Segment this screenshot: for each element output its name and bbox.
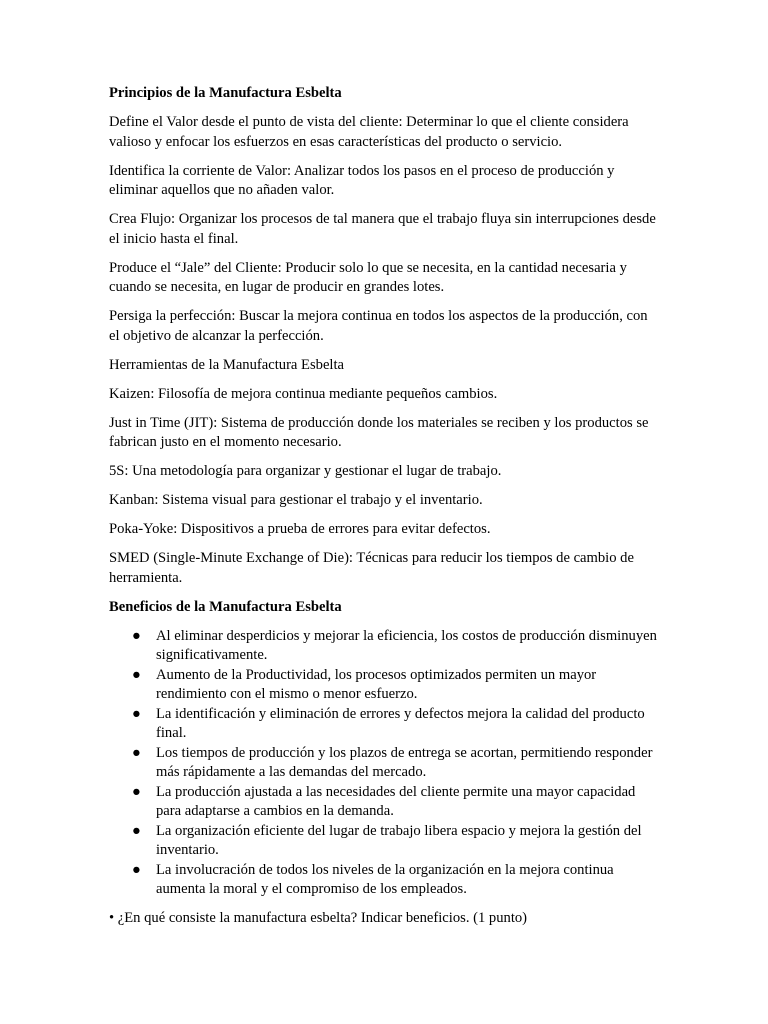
principio-paragraph: Identifica la corriente de Valor: Analizar todos los pasos en el proceso de producción y eliminar aquellos que no añaden valor. <box>109 162 615 198</box>
list-item <box>109 783 661 822</box>
list-item-text: Los tiempos de producción y los plazos de entrega se acortan, permitiendo responder más rápidamente a las demandas del mercado. <box>156 744 653 780</box>
question-paragraph: • ¿En qué consiste la manufactura esbelta? Indicar beneficios. (1 punto) <box>109 910 528 926</box>
heading-beneficios: Beneficios de la Manufactura Esbelta <box>109 598 342 615</box>
list-item-text: Al eliminar desperdicios y mejorar la eficiencia, los costos de producción disminuyen significativamente. <box>156 627 657 663</box>
herramienta-paragraph: Poka-Yoke: Dispositivos a prueba de errores para evitar defectos. <box>109 521 491 537</box>
herramienta-paragraph: SMED (Single-Minute Exchange of Die): Técnicas para reducir los tiempos de cambio de herramienta. <box>109 550 634 586</box>
beneficios-list <box>109 627 661 900</box>
bullet-icon: ● <box>132 705 141 722</box>
list-item-text: Aumento de la Productividad, los procesos optimizados permiten un mayor rendimiento con el mismo o menor esfuerzo. <box>156 666 597 702</box>
principio-paragraph: Define el Valor desde el punto de vista del cliente: Determinar lo que el cliente considera valioso y enfocar los esfuerzos en esas características del producto o servicio. <box>109 114 629 150</box>
heading-herramientas: Herramientas de la Manufactura Esbelta <box>109 356 345 373</box>
herramienta-paragraph: 5S: Una metodología para organizar y gestionar el lugar de trabajo. <box>109 463 502 479</box>
bullet-icon: ● <box>132 666 141 683</box>
list-item <box>109 822 661 861</box>
principio-paragraph: Persiga la perfección: Buscar la mejora continua en todos los aspectos de la producción, con el objetivo de alcanzar la perfección. <box>109 308 648 344</box>
principio-paragraph: Produce el “Jale” del Cliente: Producir solo lo que se necesita, en la cantidad necesaria y cuando se necesita, en lugar de producir en grandes lotes. <box>109 259 627 295</box>
herramienta-paragraph: Kaizen: Filosofía de mejora continua mediante pequeños cambios. <box>109 385 498 402</box>
heading-principios: Principios de la Manufactura Esbelta <box>109 85 342 101</box>
list-item-text: La involucración de todos los niveles de la organización en la mejora continua aumenta la moral y el compromiso de los empleados. <box>156 861 614 897</box>
list-item-text: La identificación y eliminación de errores y defectos mejora la calidad del producto final. <box>156 705 645 741</box>
list-item <box>109 627 661 666</box>
list-item <box>109 861 661 900</box>
herramienta-paragraph: Just in Time (JIT): Sistema de producción donde los materiales se reciben y los productos se fabrican justo en el momento necesario. <box>109 414 649 450</box>
bullet-icon: ● <box>132 861 141 878</box>
bullet-icon: ● <box>132 744 141 761</box>
bullet-icon: ● <box>132 822 141 839</box>
bullet-icon: ● <box>132 627 141 644</box>
list-item-text: La producción ajustada a las necesidades del cliente permite una mayor capacidad para adaptarse a cambios en la demanda. <box>156 783 636 819</box>
document-page <box>109 84 661 938</box>
herramienta-paragraph: Kanban: Sistema visual para gestionar el trabajo y el inventario. <box>109 492 483 508</box>
bullet-icon: ● <box>132 783 141 800</box>
list-item <box>109 744 661 783</box>
list-item-text: La organización eficiente del lugar de trabajo libera espacio y mejora la gestión del inventario. <box>156 822 642 858</box>
list-item <box>109 705 661 744</box>
principio-paragraph: Crea Flujo: Organizar los procesos de tal manera que el trabajo fluya sin interrupciones desde el inicio hasta el final. <box>109 211 656 247</box>
list-item <box>109 666 661 705</box>
